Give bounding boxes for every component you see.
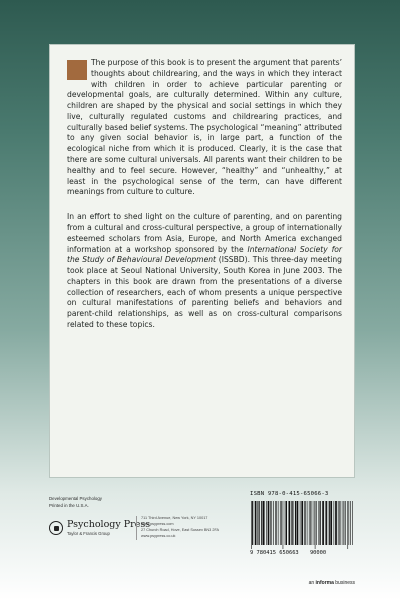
barcode-stripe [275, 501, 276, 545]
isbn-barcode [250, 491, 355, 561]
blurb-paragraph-1 [67, 58, 342, 198]
barcode-stripe [281, 501, 282, 545]
barcode-stripe [316, 501, 317, 545]
barcode-stripe [295, 501, 296, 545]
barcode-stripe [307, 501, 308, 545]
barcode-stripe [285, 501, 286, 545]
barcode-stripe [312, 501, 313, 545]
barcode-stripe [257, 501, 258, 545]
blurb-paragraph-2-end: (ISSBD). This three-day meeting took place at Seoul National University, South Korea in June 2003. The chapters in this book are drawn from the presentations of a diverse collection of researchers, each of whom presents a unique perspective on cultural manifestations of parenting beliefs and behaviors and parent-child relationships, as well as on cross-cultural comparisons related to these topics. [67, 255, 342, 329]
barcode-stripe [270, 501, 271, 545]
blurb-paragraph-2-start: In an effort to shed light on the culture of parenting, and on parenting from a cultural and cross-cultural perspective, a group of internationally esteemed scholars from Asia, Europe, and North America exchanged information at a workshop sponsored by the [67, 212, 342, 254]
print-origin: Printed in the U.S.A. [49, 502, 89, 508]
isbn-text: ISBN 978-0-415-65066-3 [250, 491, 329, 497]
psychology-press-logo-icon [49, 521, 63, 535]
publisher-address [136, 516, 219, 540]
barcode-stripe [276, 501, 277, 545]
blurb-panel [49, 44, 355, 478]
cover-footer [0, 486, 400, 600]
barcode-stripe [330, 501, 332, 545]
address-line: www.psypress.com [141, 521, 174, 526]
barcode-stripe [349, 501, 350, 545]
barcode-stripe [292, 501, 293, 545]
barcode-stripe [268, 501, 270, 545]
barcode-stripe [286, 501, 287, 545]
address-line: 27 Church Road, Hove, East Sussex BN3 2FA [141, 527, 220, 532]
barcode-stripe [271, 501, 272, 545]
barcode-stripe [266, 501, 267, 545]
barcode-stripe [343, 501, 344, 545]
barcode-stripe [273, 501, 274, 545]
barcode-stripe [319, 501, 320, 545]
barcode-stripe [320, 501, 321, 545]
barcode-stripe [326, 501, 327, 545]
barcode-stripe [339, 501, 340, 545]
barcode-stripe [297, 501, 299, 545]
address-line: www.psypress.co.uk [141, 533, 176, 538]
subject-category: Developmental Psychology [49, 496, 102, 501]
barcode-stripe [315, 501, 316, 549]
barcode-stripe [261, 501, 262, 545]
society-name-italic: International Society for the Study of Behavioural Development [67, 244, 343, 265]
barcode-number [250, 550, 326, 556]
barcode-stripe [347, 501, 348, 549]
barcode-stripe [263, 501, 265, 545]
informa-business-tag [309, 580, 355, 586]
barcode-stripe [255, 501, 257, 545]
publisher-name: Psychology Press [67, 519, 151, 530]
publisher-group: Taylor & Francis Group [67, 530, 110, 536]
barcode-stripe [259, 501, 260, 545]
informa-prefix: an [308, 580, 315, 586]
barcode-stripe [350, 501, 351, 545]
barcode-stripe [309, 501, 310, 545]
barcode-stripe [338, 501, 339, 545]
barcode-stripe [335, 501, 337, 545]
price-code: 90000 [309, 550, 327, 556]
drop-cap-letter [67, 60, 87, 80]
informa-suffix: business [335, 580, 355, 586]
barcode-stripe [280, 501, 281, 545]
informa-brand: informa [315, 580, 334, 586]
category-info [49, 496, 102, 510]
barcode-stripe [305, 501, 306, 545]
barcode-stripe [344, 501, 345, 545]
barcode-stripe [325, 501, 326, 545]
blurb-paragraph-1-text: The purpose of this book is to present the argument that parents’ thoughts about childrearing, and the ways in which they interact with children in order to achieve particular parenting or developmental goals, are culturally determined. Within any culture, children are shaped by the physical and social settings in which they live, culturally regulated customs and childrearing practices, and culturally based belief systems. The psychological “meaning” attributed to any given social behavior is, in large part, a function of the ecological niche from which it is produced. Clearly, it is the case that there are some cultural universals. All parents want their children to be healthy and to feel secure. However, “healthy” and “unhealthy,” at least in the psychological sense of the term, can have different meanings from culture to culture. [67, 58, 342, 197]
barcode-stripe [314, 501, 315, 545]
barcode-stripe [310, 501, 311, 545]
barcode-stripe [289, 501, 291, 545]
address-line: 711 Third Avenue, New York, NY 10017 [141, 516, 208, 520]
barcode-stripe [334, 501, 335, 545]
barcode-stripe [301, 501, 303, 545]
barcode-stripe [345, 501, 346, 545]
barcode-stripe [283, 501, 284, 549]
barcode-bars [250, 501, 355, 549]
publisher-block [49, 520, 150, 536]
barcode-digits: 9 780415 650663 [250, 550, 299, 556]
barcode-stripe [352, 501, 353, 545]
barcode-stripe [252, 501, 253, 545]
barcode-stripe [304, 501, 305, 545]
barcode-stripe [251, 501, 252, 549]
blurb-paragraph-2 [67, 212, 342, 331]
barcode-stripe [300, 501, 301, 545]
barcode-stripe [322, 501, 324, 545]
barcode-stripe [291, 501, 292, 545]
barcode-stripe [329, 501, 330, 545]
barcode-stripe [278, 501, 279, 545]
barcode-stripe [341, 501, 342, 545]
